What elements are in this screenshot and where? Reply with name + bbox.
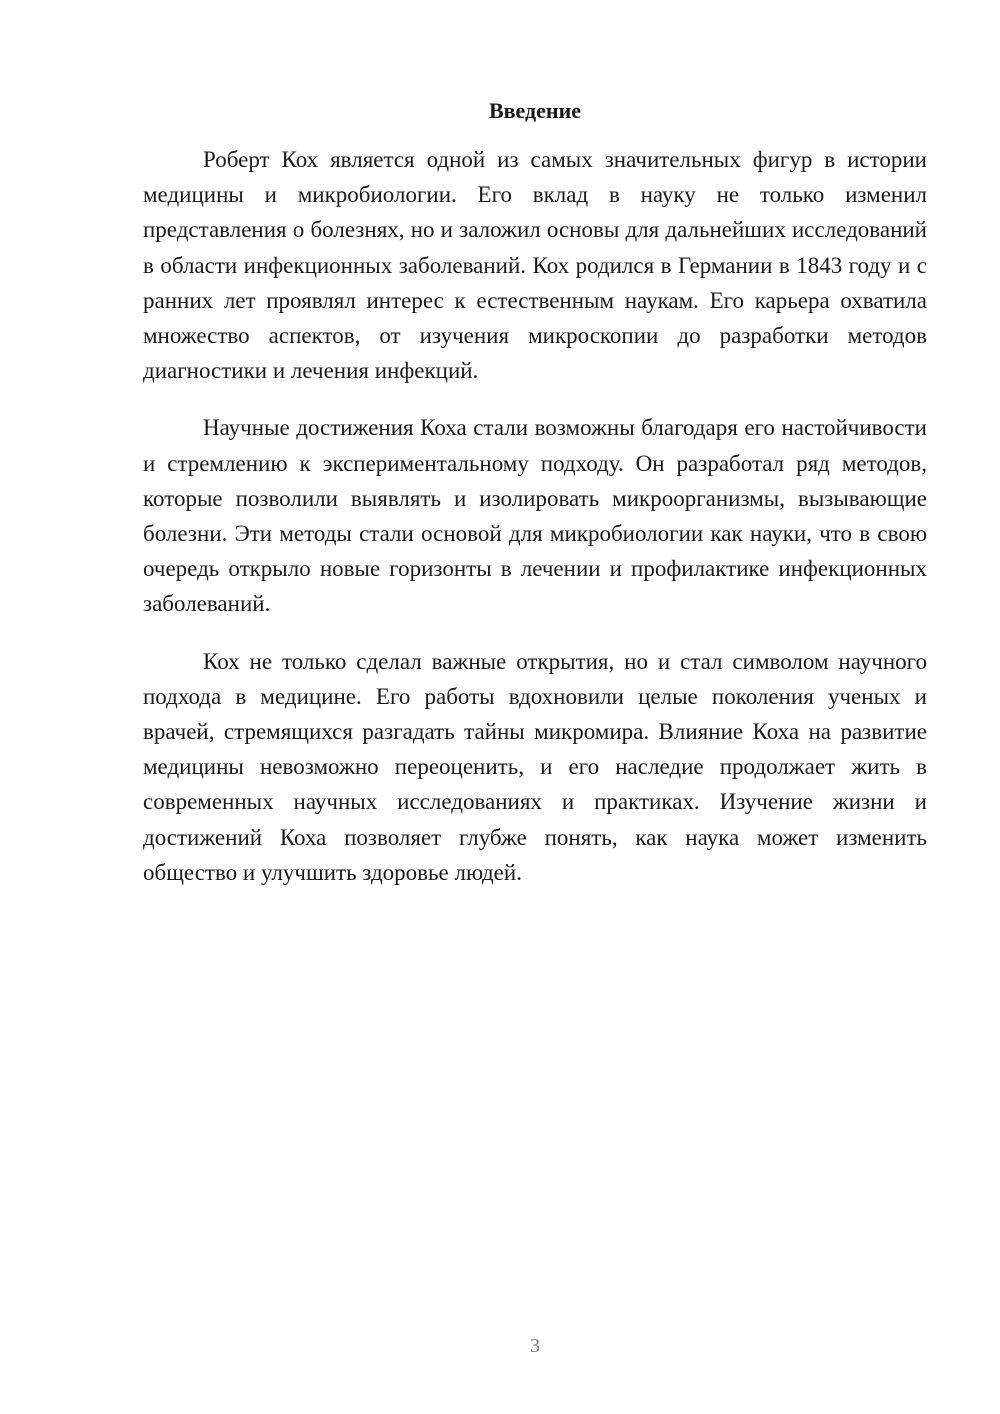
paragraph-2: Научные достижения Коха стали возможны благодаря его настойчивости и стремлению к экспериментальному подходу. Он разработал ряд методов, которые позволили выявлять и изолировать микроорганизмы, вызывающие болезни. Эти методы стали основой для микробиологии как науки, что в свою очередь открыло новые горизонты в лечении и профилактике инфекционных заболеваний.	[143, 415, 927, 617]
paragraph-1: Роберт Кох является одной из самых значительных фигур в истории медицины и микробиологии. Его вклад в науку не только изменил представления о болезнях, но и заложил основы для дальнейших исследований в области инфекционных заболеваний. Кох родился в Германии в 1843 году и с ранних лет проявлял интерес к естественным наукам. Его карьера охватила множество аспектов, от изучения микроскопии до разработки методов диагностики и лечения инфекций.	[143, 147, 927, 384]
section-heading: Введение	[488, 98, 582, 123]
paragraph-3: Кох не только сделал важные открытия, но и стал символом научного подхода в медицине. Его работы вдохновили целые поколения ученых и врачей, стремящихся разгадать тайны микромира. Влияние Коха на развитие медицины невозможно переоценить, и его наследие продолжает жить в современных научных исследованиях и практиках. Изучение жизни и достижений Коха позволяет глубже понять, как наука может изменить общество и улучшить здоровье людей.	[143, 648, 927, 885]
body-text	[143, 142, 927, 912]
page-number: 3	[530, 1335, 540, 1357]
